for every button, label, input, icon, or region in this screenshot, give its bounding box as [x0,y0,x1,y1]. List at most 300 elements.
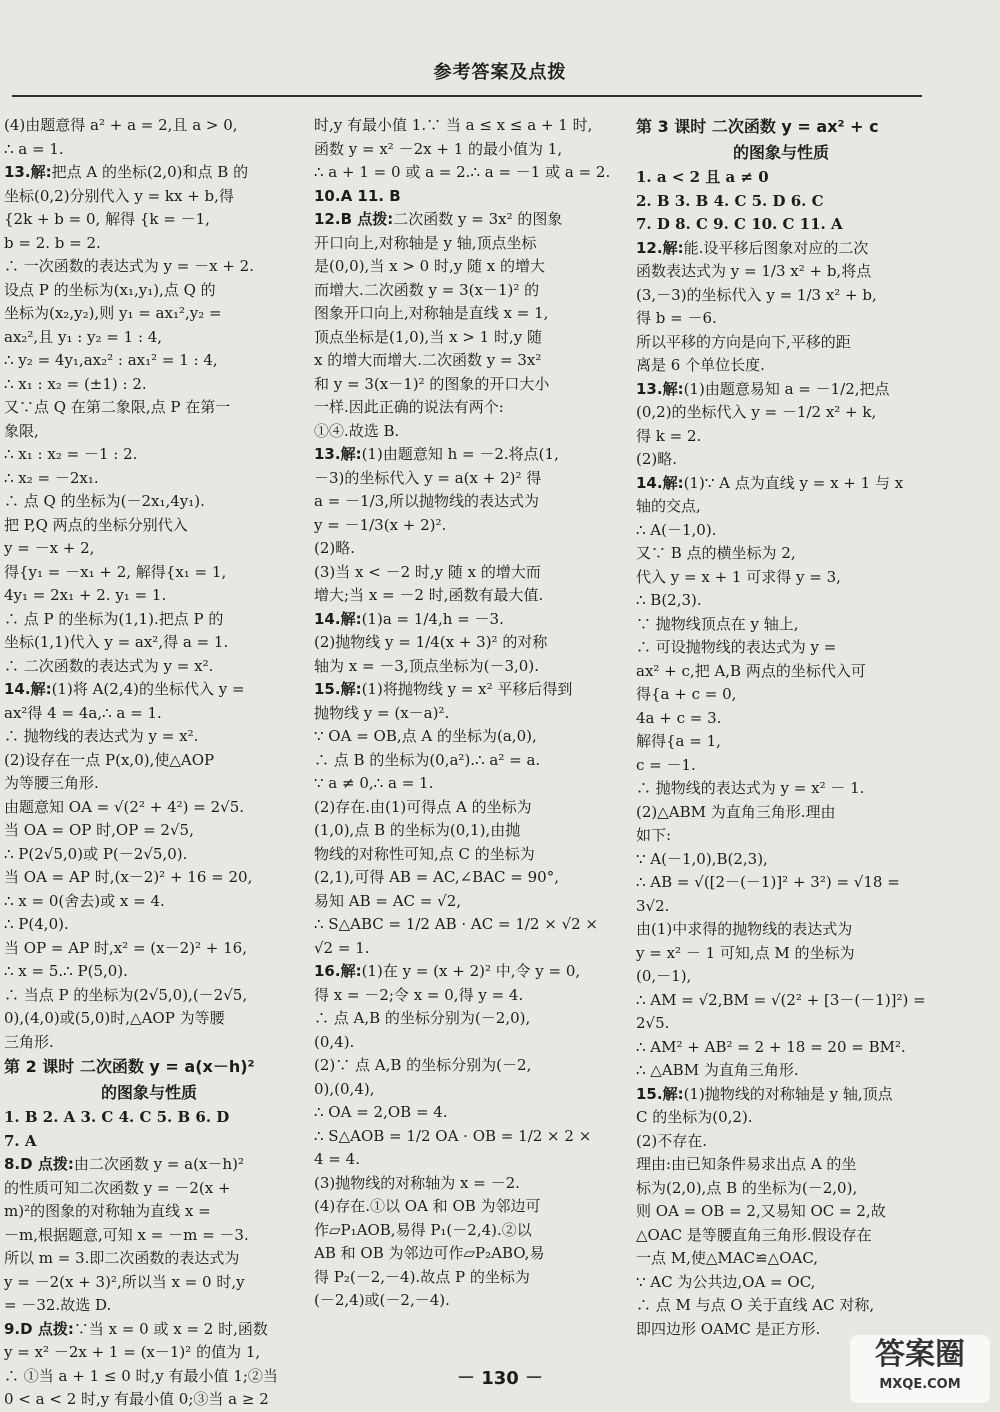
text-line [314,1054,614,1078]
text-line [4,302,294,326]
line-text: 4 = 4. [314,1150,360,1168]
line-text: ∴ x₁ : x₂ = (±1) : 2. [4,374,147,393]
text-line [636,1271,926,1295]
line-text: (1,0),点 B 的坐标为(0,1),由抛 [314,821,521,839]
column-right [636,114,926,1341]
text-line [636,1012,926,1036]
line-text: ∴ x = 5.∴ P(5,0). [4,962,128,980]
text-line [314,678,614,702]
text-line [4,420,294,444]
text-line [636,1083,926,1107]
line-text: y = x² －2x + 1 = (x－1)² 的值为 1, [4,1343,261,1361]
line-text: 坐标(0,2)分别代入 y = kx + b,得 [4,186,234,205]
text-line [636,448,926,472]
text-line [636,307,926,331]
line-text: 得 b = －6. [636,309,717,327]
text-line [4,1388,294,1412]
answer-label: B 点拨: [340,210,394,228]
line-text: 函数 y = x² －2x + 1 的最小值为 1, [314,139,563,158]
line-text: y = －x + 2, [4,539,95,557]
text-line [314,913,614,937]
text-line [314,1266,614,1290]
line-text: 为等腰三角形. [4,774,99,792]
line-text: 时,y 有最小值 1.∵ 当 a ≤ x ≤ a + 1 时, [314,116,593,134]
question-number: 15. [314,680,341,698]
line-text: (2)存在.由(1)可得点 A 的坐标为 [314,797,532,816]
text-line [4,373,294,397]
line-text: 二次函数 y = 3x² 的图象 [393,210,563,228]
text-line [4,1130,294,1154]
line-text: ∴ y₂ = 4y₁,ax₂² : ax₁² = 1 : 4, [4,351,218,369]
line-text: (2)设存在一点 P(x,0),使△AOP [4,750,215,769]
line-text: ∴ S△AOB = 1/2 OA · OB = 1/2 × 2 × [314,1126,592,1145]
text-line [4,960,294,984]
page-number: － 130 － [456,1368,544,1389]
question-number: 10. [314,186,341,205]
column-left [4,114,294,1412]
text-line [4,655,294,679]
line-text: ∵ 抛物线顶点在 y 轴上, [636,614,799,633]
line-text: (4)存在.①以 OA 和 OB 为邻边可 [314,1197,541,1215]
column-middle [314,114,614,1313]
section-title: 第 2 课时 二次函数 y = a(x－h)² [4,1057,255,1076]
answer-label: 解: [662,1084,684,1103]
line-text: 函数表达式为 y = 1/3 x² + b,将点 [636,262,872,280]
line-text: 所以平移的方向是向下,平移的距 [636,332,851,351]
line-text: 得 x = －2;令 x = 0,得 y = 4. [314,985,524,1004]
section-title: 的图象与性质 [732,143,829,162]
line-text: (2)抛物线 y = 1/4(x + 3)² 的对称 [314,633,548,651]
text-line [314,772,614,796]
text-line [4,866,294,890]
answer-label: 解: [340,962,362,980]
line-text: 4a + c = 3. [636,708,722,727]
text-line [636,777,926,801]
line-text: 把点 A 的坐标(2,0)和点 B 的 [51,163,249,181]
text-line [636,707,926,731]
text-line [4,349,294,373]
line-text: (2)∵ 点 A,B 的坐标分别为(－2, [314,1056,532,1074]
line-text: ①④.故选 B. [314,421,400,440]
text-line [636,1036,926,1060]
text-line [314,302,614,326]
text-line [4,702,294,726]
text-line [636,472,926,496]
question-number: 9. [4,1319,21,1338]
line-text: 而增大.二次函数 y = 3(x－1)² 的 [314,280,540,299]
line-text: m)²的图象的对称轴为直线 x = [4,1202,211,1220]
line-text: x 的增大而增大.二次函数 y = 3x² [314,351,542,369]
text-line [636,542,926,566]
line-text: (1)由题意知 h = －2.将点(1, [361,445,559,463]
text-line [4,1224,294,1248]
text-line [314,1125,614,1149]
text-line [4,208,294,232]
text-line [636,589,926,613]
line-text: 顶点坐标是(1,0),当 x > 1 时,y 随 [314,327,542,346]
text-line [314,584,614,608]
line-text: ∴ OA = 2,OB = 4. [314,1103,448,1121]
text-line [4,561,294,585]
text-line [636,1294,926,1318]
text-line [314,631,614,655]
text-line [314,1219,614,1243]
line-text: 易知 AB = AC = √2, [314,891,462,910]
line-text: ∵当 x = 0 或 x = 2 时,函数 [73,1319,268,1338]
text-line [4,1318,294,1342]
line-text: ∵ A(－1,0),B(2,3), [636,849,768,868]
text-line [4,138,294,162]
watermark-url: MXQE.COM [879,1377,961,1392]
question-number: 16. [314,962,341,980]
text-line [4,1106,294,1130]
line-text: ∵ a ≠ 0,∴ a = 1. [314,774,434,792]
line-text: 0),(0,4), [314,1079,375,1098]
answer-label: 解: [30,680,52,698]
line-text: ∴ 点 B 的坐标为(0,a²).∴ a² = a. [314,750,541,769]
line-text: 能.设平移后图象对应的二次 [683,238,869,257]
text-line [314,255,614,279]
line-text: 1. B 2. A 3. C 4. C 5. B 6. D [4,1108,230,1126]
text-line [4,631,294,655]
line-text: 解得{a = 1, [636,732,721,750]
line-text: －m,根据题意,可知 x = －m = －3. [4,1225,249,1244]
line-text: (0,－1), [636,967,692,985]
header-rule [12,95,922,97]
text-line [4,326,294,350]
text-line [4,396,294,420]
line-text: ∴ 可设抛物线的表达式为 y = [636,638,837,656]
line-text: a = －1/3,所以抛物线的表达式为 [314,492,539,510]
line-text: 又∵点 Q 在第二象限,点 P 在第一 [4,398,231,416]
line-text: ∴ a + 1 = 0 或 a = 2.∴ a = －1 或 a = 2. [314,163,611,181]
line-text: ∴ AM² + AB² = 2 + 18 = 20 = BM². [636,1037,906,1056]
text-line [4,514,294,538]
text-line [636,824,926,848]
line-text: (1)在 y = (x + 2)² 中,令 y = 0, [361,962,581,980]
line-text: 代入 y = x + 1 可求得 y = 3, [636,567,841,586]
line-text: 坐标(1,1)代入 y = ax²,得 a = 1. [4,633,229,651]
line-text: 2. B 3. B 4. C 5. D 6. C [636,191,824,210]
text-line [4,1177,294,1201]
line-text: 作▱P₁AOB,易得 P₁(－2,4).②以 [314,1220,532,1239]
text-line [314,1101,614,1125]
text-line [314,655,614,679]
text-line [314,373,614,397]
line-text: 理由:由已知条件易求出点 A 的坐 [636,1155,857,1173]
line-text: 离是 6 个单位长度. [636,356,765,374]
text-line [4,1153,294,1177]
line-text: 是(0,0),当 x > 0 时,y 随 x 的增大 [314,257,545,275]
line-text: ∴ 抛物线的表达式为 y = x² － 1. [636,779,865,797]
section-title: 的图象与性质 [100,1083,197,1102]
line-text: (3)抛物线的对称轴为 x = －2. [314,1173,520,1192]
text-line [636,1224,926,1248]
text-line [314,749,614,773]
line-text: 又∵ B 点的横坐标为 2, [636,544,796,562]
text-line [636,354,926,378]
line-text: 开口向上,对称轴是 y 轴,顶点坐标 [314,233,537,252]
text-line [314,208,614,232]
text-line [314,185,614,209]
text-line [4,1294,294,1318]
line-text: ∴ AB = √([2－(－1)]² + 3²) = √18 = [636,873,900,891]
watermark-text: 答案圈 [875,1337,965,1372]
line-text: ∴ 抛物线的表达式为 y = x². [4,727,199,745]
text-line [636,378,926,402]
text-line [314,1172,614,1196]
line-text: 当 OA = OP 时,OP = 2√5, [4,821,194,839]
line-text: ∴ x₂ = －2x₁. [4,468,99,487]
text-line [636,566,926,590]
text-line [4,608,294,632]
line-text: ∴ 点 M 与点 O 关于直线 AC 对称, [636,1296,875,1314]
line-text: ∴ 当点 P 的坐标为(2√5,0),(－2√5, [4,985,248,1004]
line-text: 抛物线 y = (x－a)². [314,703,450,722]
text-line [314,937,614,961]
line-text: 得{a + c = 0, [636,685,737,703]
answer-label: 解: [30,163,52,181]
line-text: 增大;当 x = －2 时,函数有最大值. [314,586,544,604]
line-text: ax₂²,且 y₁ : y₂ = 1 : 4, [4,327,163,346]
line-text: 和 y = 3(x－1)² 的图象的开口大小 [314,374,550,393]
line-text: ∴ 点 P 的坐标为(1,1).把点 P 的 [4,609,224,628]
text-line [314,608,614,632]
text-line [636,331,926,355]
text-line [636,636,926,660]
line-text: 把 P,Q 两点的坐标分别代入 [4,515,188,534]
line-text: 坐标为(x₂,y₂),则 y₁ = ax₁²,y₂ = [4,304,222,322]
question-number: 12. [636,238,663,257]
text-line [4,1031,294,1055]
text-line [4,890,294,914]
line-text: 如下: [636,826,672,844]
line-text: ∴ 一次函数的表达式为 y = －x + 2. [4,257,254,275]
question-number: 15. [636,1084,663,1103]
line-text: (1)∵ A 点为直线 y = x + 1 与 x [683,473,904,492]
text-line [4,114,294,138]
line-text: 则 OA = OB = 2,又易知 OC = 2,故 [636,1202,886,1220]
answer-label: 解: [340,680,362,698]
line-text: c = －1. [636,755,696,774]
line-text: √2 = 1. [314,938,370,957]
line-text: 设点 P 的坐标为(x₁,y₁),点 Q 的 [4,280,216,299]
text-line [314,232,614,256]
text-line [636,1059,926,1083]
text-line [4,1247,294,1271]
line-text: 0),(4,0)或(5,0)时,△AOP 为等腰 [4,1009,225,1027]
line-text: 图象开口向上,对称轴是直线 x = 1, [314,304,549,322]
text-line [4,819,294,843]
text-line [314,1195,614,1219]
line-text: ∴ x₁ : x₂ = －1 : 2. [4,445,138,463]
line-text: 由题意知 OA = √(2² + 4²) = 2√5. [4,797,245,816]
line-text: 轴的交点, [636,497,701,515]
line-text: 得 k = 2. [636,426,702,445]
text-line [636,1106,926,1130]
text-line [4,537,294,561]
line-text: (2)不存在. [636,1131,708,1150]
line-text: ∴ S△ABC = 1/2 AB · AC = 1/2 × √2 × [314,915,599,933]
line-text: y = x² － 1 可知,点 M 的坐标为 [636,943,855,962]
text-line [314,467,614,491]
line-text: ∵ AC 为公共边,OA = OC, [636,1272,816,1291]
text-line [314,1007,614,1031]
text-line [4,584,294,608]
text-line [636,683,926,707]
line-text: (4)由题意得 a² + a = 2,且 a > 0, [4,116,238,134]
question-number: 14. [314,609,341,628]
line-text: (2)△ABM 为直角三角形.理由 [636,802,836,821]
line-text: －3)的坐标代入 y = a(x + 2)² 得 [314,468,542,487]
text-line [636,730,926,754]
text-line [4,490,294,514]
line-text: (2)略. [314,539,356,557]
text-line [314,443,614,467]
line-text: ∵ OA = OB,点 A 的坐标为(a,0), [314,727,537,745]
line-text: ∴ P(2√5,0)或 P(－2√5,0). [4,844,188,863]
text-line [636,848,926,872]
text-line [314,1148,614,1172]
text-line [314,866,614,890]
text-line [636,425,926,449]
text-line [314,843,614,867]
line-text: 当 OA = AP 时,(x－2)² + 16 = 20, [4,868,253,886]
text-line [636,965,926,989]
line-text: 物线的对称性可知,点 C 的坐标为 [314,844,535,863]
text-line [636,942,926,966]
text-line [636,260,926,284]
text-line [4,678,294,702]
line-text: 象限, [4,421,39,440]
text-line [314,537,614,561]
text-line [314,1078,614,1102]
line-text: y = －2(x + 3)²,所以当 x = 0 时,y [4,1272,245,1291]
text-line [314,890,614,914]
line-text: 一样.因此正确的说法有两个: [314,398,504,416]
text-line [636,660,926,684]
text-line [314,420,614,444]
text-line [314,796,614,820]
line-text: (1)a = 1/4,h = －3. [361,609,504,628]
text-line [314,702,614,726]
text-line [314,326,614,350]
question-number: 13. [314,445,341,463]
question-number: 13. [4,163,31,181]
line-text: 所以 m = 3.即二次函数的表达式为 [4,1249,240,1267]
answer-label: 解: [340,609,362,628]
line-text: 2√5. [636,1014,670,1032]
text-line [314,819,614,843]
text-line [314,561,614,585]
line-text: 1. a < 2 且 a ≠ 0 [636,168,769,186]
text-line [636,918,926,942]
line-text: = －32.故选 D. [4,1296,112,1314]
line-text: ∴ 二次函数的表达式为 y = x². [4,656,214,675]
text-line [636,871,926,895]
line-text: (1)将 A(2,4)的坐标代入 y = [51,680,245,698]
text-line [314,114,614,138]
line-text: 的性质可知二次函数 y = －2(x + [4,1178,231,1197]
text-line [314,138,614,162]
text-line [636,166,926,190]
line-text: 4y₁ = 2x₁ + 2. y₁ = 1. [4,586,167,604]
text-line [314,490,614,514]
text-line [314,349,614,373]
line-text: (－2,4)或(－2,－4). [314,1291,450,1309]
line-text: 由(1)中求得的抛物线的表达式为 [636,920,853,938]
line-text: 得{y₁ = －x₁ + 2, 解得{x₁ = 1, [4,562,227,581]
question-number: 14. [636,473,663,492]
text-line [4,185,294,209]
text-line [636,1130,926,1154]
text-line [636,1153,926,1177]
line-text: 0 < a < 2 时,y 有最小值 0;③当 a ≥ 2 [4,1390,269,1408]
line-text: ∴ 点 A,B 的坐标分别为(－2,0), [314,1009,531,1027]
line-text: ∴ P(4,0). [4,915,69,933]
line-text: 由二次函数 y = a(x－h)² [73,1155,244,1173]
section-title: 第 3 课时 二次函数 y = ax² + c [636,117,879,136]
text-line [4,796,294,820]
text-line [314,725,614,749]
text-line [4,749,294,773]
text-line [636,1247,926,1271]
line-text: ∴ A(－1,0). [636,520,717,539]
line-text: (1)抛物线的对称轴是 y 轴,顶点 [683,1084,893,1103]
text-line [314,1289,614,1313]
text-line [314,279,614,303]
line-text: 标为(2,0),点 B 的坐标为(－2,0), [636,1178,858,1197]
line-text: 一点 M,使△MAC≌△OAC, [636,1249,819,1267]
text-line [4,984,294,1008]
text-line [636,237,926,261]
answer-label: D 点拨: [20,1155,74,1173]
line-text: (0,2)的坐标代入 y = －1/2 x² + k, [636,403,877,421]
line-text: (0,4). [314,1032,355,1051]
text-line [4,913,294,937]
text-line [636,613,926,637]
answer-label: 解: [662,473,684,492]
line-text: ∴ 点 Q 的坐标为(－2x₁,4y₁). [4,492,205,510]
line-text: (1)将抛物线 y = x² 平移后得到 [361,680,573,698]
line-text: ax²得 4 = 4a,∴ a = 1. [4,703,162,722]
text-line [4,255,294,279]
line-text: b = 2. b = 2. [4,233,101,252]
text-line [4,232,294,256]
text-line [636,989,926,1013]
text-line [636,519,926,543]
line-text: (2)略. [636,450,678,468]
text-line [636,1177,926,1201]
text-line [636,895,926,919]
text-line [636,401,926,425]
line-text: ∴ a = 1. [4,139,64,158]
text-line [4,843,294,867]
text-line [636,284,926,308]
text-line [636,495,926,519]
line-text: AB 和 OB 为邻边可作▱P₂ABO,易 [314,1244,545,1262]
line-text: △OAC 是等腰直角三角形.假设存在 [636,1225,872,1244]
text-line [314,1242,614,1266]
line-text: 即四边形 OAMC 是正方形. [636,1319,821,1338]
text-line [314,396,614,420]
text-line [4,725,294,749]
line-text: ax² + c,把 A,B 两点的坐标代入可 [636,661,866,680]
line-text: ∴ AM = √2,BM = √(2² + [3－(－1)]²) = [636,990,926,1009]
text-line [314,161,614,185]
answer-label: 解: [662,379,684,398]
line-text: y = －1/3(x + 2)². [314,515,447,534]
